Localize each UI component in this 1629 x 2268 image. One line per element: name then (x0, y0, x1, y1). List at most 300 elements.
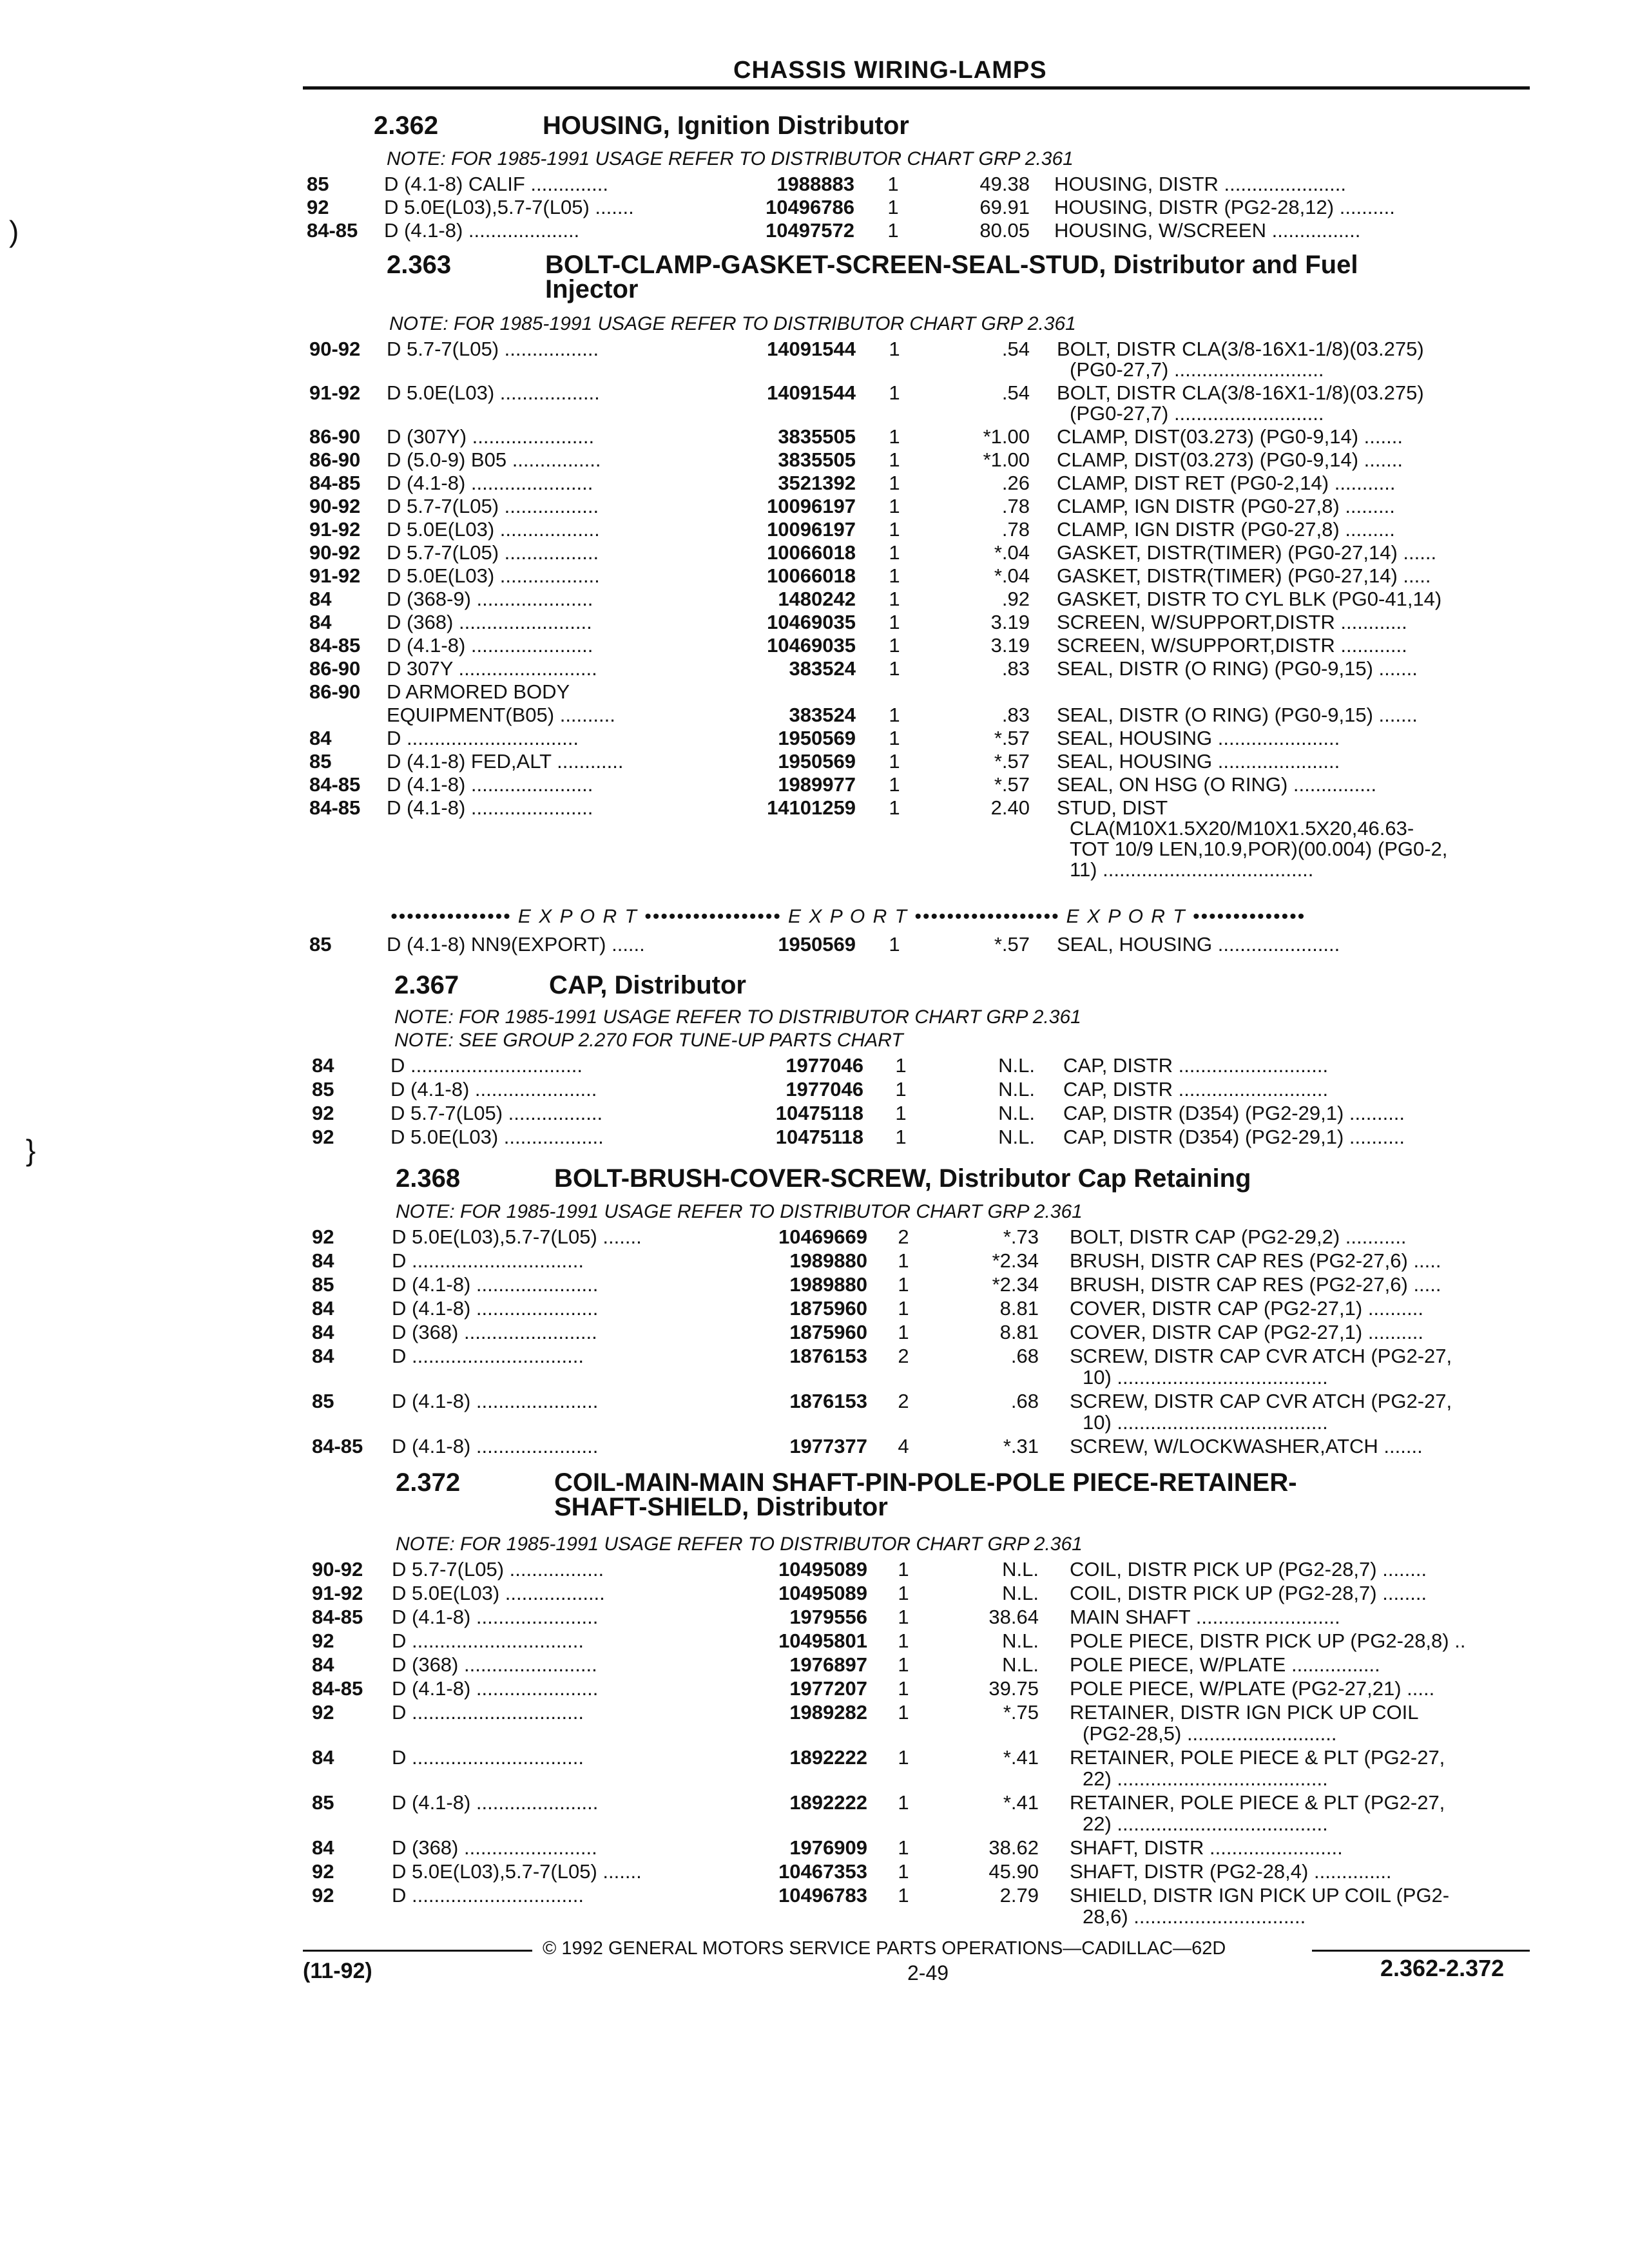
row-price: 49.38 (979, 173, 1030, 195)
section-number: 2.363 (387, 251, 452, 279)
row-year: 86-90 (309, 680, 361, 703)
row-price: *1.00 (983, 448, 1030, 471)
table-row (0, 1102, 1629, 1125)
row-description: SHAFT, DISTR ........................ (1070, 1836, 1343, 1859)
row-price: .78 (1001, 518, 1030, 541)
row-year: 84 (312, 1653, 334, 1676)
margin-mark-paren: ) (9, 215, 19, 248)
row-part-number: 1989282 (789, 1701, 867, 1724)
row-description: SEAL, DISTR (O RING) (PG0-9,15) ....... (1057, 657, 1418, 680)
row-year: 85 (309, 933, 332, 956)
row-part-number: 10096197 (767, 495, 856, 517)
row-description: MAIN SHAFT .......................... (1070, 1606, 1340, 1628)
row-part-number: 1977046 (786, 1054, 863, 1077)
row-description: GASKET, DISTR(TIMER) (PG0-27,14) ...... (1057, 541, 1437, 564)
row-description: SCREEN, W/SUPPORT,DISTR ............ (1057, 611, 1407, 633)
row-part-number: 10475118 (775, 1102, 863, 1124)
section-title: HOUSING, Ignition Distributor (543, 111, 909, 140)
table-row (0, 1860, 1629, 1883)
row-quantity: 2 (898, 1390, 909, 1412)
row-description: CAP, DISTR ........................... (1063, 1078, 1329, 1100)
row-price: 3.19 (990, 611, 1030, 633)
table-row (0, 796, 1629, 820)
row-description: BRUSH, DISTR CAP RES (PG2-27,6) ..... (1070, 1273, 1441, 1296)
table-row (0, 1606, 1629, 1629)
row-year: 84 (312, 1345, 334, 1367)
row-year: 85 (312, 1078, 334, 1100)
table-row (0, 1653, 1629, 1677)
section-title: CAP, Distributor (549, 971, 746, 999)
row-price: 2.79 (999, 1884, 1039, 1907)
table-row (0, 611, 1629, 634)
table-row (0, 1297, 1629, 1320)
row-quantity: 1 (889, 472, 900, 494)
row-model: D (4.1-8) ...................... (390, 1078, 597, 1100)
row-quantity: 1 (889, 773, 900, 796)
row-part-number: 10495089 (778, 1582, 867, 1604)
row-model: D 5.7-7(L05) ................. (387, 338, 599, 360)
row-description: BOLT, DISTR CAP (PG2-29,2) ........... (1070, 1225, 1407, 1248)
row-part-number: 1977207 (789, 1677, 867, 1700)
row-year: 84 (312, 1836, 334, 1859)
row-model: D ............................... (392, 1629, 584, 1652)
row-year: 92 (312, 1884, 334, 1907)
row-quantity: 1 (895, 1102, 907, 1124)
row-description: COIL, DISTR PICK UP (PG2-28,7) ........ (1070, 1582, 1427, 1604)
row-year: 84 (312, 1746, 334, 1769)
row-price: *2.34 (992, 1273, 1039, 1296)
row-model: D (4.1-8) ...................... (392, 1390, 599, 1412)
row-model: D (368) ........................ (387, 611, 592, 633)
row-model: D ARMORED BODY (387, 680, 570, 703)
row-year: 92 (307, 196, 329, 218)
row-price: .83 (1001, 704, 1030, 726)
section-title-continued: SHAFT-SHIELD, Distributor (554, 1493, 888, 1521)
row-price: N.L. (998, 1078, 1035, 1100)
row-description: CLAMP, IGN DISTR (PG0-27,8) ......... (1057, 495, 1395, 517)
row-part-number: 1976897 (789, 1653, 867, 1676)
row-quantity: 1 (887, 173, 899, 195)
row-year: 92 (312, 1225, 334, 1248)
row-quantity: 1 (889, 541, 900, 564)
table-row (0, 472, 1629, 495)
table-row (0, 727, 1629, 750)
row-model: D 5.0E(L03) .................. (387, 518, 600, 541)
row-year: 84 (309, 727, 332, 749)
table-row (0, 1225, 1629, 1249)
row-model: D 5.7-7(L05) ................. (390, 1102, 603, 1124)
table-row (0, 1078, 1629, 1101)
row-model: D (368) ........................ (392, 1653, 597, 1676)
row-quantity: 1 (887, 196, 899, 218)
row-description-continued: 10) ...................................... (1083, 1411, 1328, 1434)
row-description: SCREW, DISTR CAP CVR ATCH (PG2-27, (1070, 1345, 1452, 1367)
row-year: 86-90 (309, 657, 361, 680)
table-row (0, 564, 1629, 588)
row-model: D (4.1-8) ...................... (392, 1297, 599, 1320)
row-model: D 307Y ......................... (387, 657, 597, 680)
row-part-number: 10469035 (767, 611, 856, 633)
row-price: 69.91 (979, 196, 1030, 218)
table-row (0, 1321, 1629, 1344)
row-model: D 5.0E(L03),5.7-7(L05) ....... (384, 196, 634, 218)
row-description: HOUSING, DISTR ...................... (1054, 173, 1346, 195)
row-price: 39.75 (988, 1677, 1039, 1700)
row-quantity: 2 (898, 1345, 909, 1367)
section-note: NOTE: FOR 1985-1991 USAGE REFER TO DISTRIBUTOR CHART GRP 2.361 (394, 1006, 1081, 1028)
row-year: 92 (312, 1126, 334, 1148)
row-quantity: 1 (898, 1746, 909, 1769)
row-description: CLAMP, DIST(03.273) (PG0-9,14) ....... (1057, 425, 1403, 448)
row-description: BOLT, DISTR CLA(3/8-16X1-1/8)(03.275) (1057, 381, 1424, 404)
section-note: NOTE: FOR 1985-1991 USAGE REFER TO DISTRIBUTOR CHART GRP 2.361 (387, 148, 1074, 169)
row-year: 84 (312, 1249, 334, 1272)
row-quantity: 1 (889, 338, 900, 360)
row-year: 84-85 (312, 1606, 363, 1628)
table-row (0, 1836, 1629, 1860)
page-title: CHASSIS WIRING-LAMPS (733, 57, 1047, 84)
row-part-number: 1989880 (789, 1249, 867, 1272)
section-number: 2.372 (396, 1468, 461, 1497)
row-part-number: 383524 (789, 657, 856, 680)
row-price: *.57 (994, 933, 1030, 956)
row-model: D (368) ........................ (392, 1321, 597, 1343)
row-description: COVER, DISTR CAP (PG2-27,1) .......... (1070, 1321, 1423, 1343)
row-description: SCREW, DISTR CAP CVR ATCH (PG2-27, (1070, 1390, 1452, 1412)
row-part-number: 3835505 (778, 425, 856, 448)
row-description: SEAL, ON HSG (O RING) ............... (1057, 773, 1377, 796)
section-number: 2.368 (396, 1164, 461, 1193)
row-quantity: 1 (898, 1884, 909, 1907)
row-year: 84 (309, 588, 332, 610)
row-quantity: 1 (889, 727, 900, 749)
row-quantity: 1 (898, 1860, 909, 1883)
row-model: D ............................... (392, 1345, 584, 1367)
row-quantity: 1 (898, 1791, 909, 1814)
section-number: 2.362 (374, 111, 439, 140)
row-year: 92 (312, 1701, 334, 1724)
row-price: *.04 (994, 564, 1030, 587)
export-divider: ••••••••••••••• E X P O R T ••••••••••••••••• E X P O R T •••••••••••••••••• E X P O R T •••••••••••••• (390, 906, 1306, 927)
table-row (0, 1390, 1629, 1413)
row-year: 84-85 (309, 472, 361, 494)
row-price: N.L. (1002, 1582, 1039, 1604)
row-year: 91-92 (309, 381, 361, 404)
row-year: 84-85 (312, 1435, 363, 1457)
table-row (0, 704, 1629, 727)
row-model: D (368) ........................ (392, 1836, 597, 1859)
row-part-number: 10496786 (766, 196, 854, 218)
row-description: STUD, DIST (1057, 796, 1168, 819)
row-quantity: 1 (898, 1653, 909, 1676)
row-year: 84-85 (309, 634, 361, 657)
row-part-number: 10495801 (778, 1629, 867, 1652)
row-model: D (4.1-8) FED,ALT ............ (387, 750, 624, 773)
row-price: 38.64 (988, 1606, 1039, 1628)
row-part-number: 1979556 (789, 1606, 867, 1628)
row-price: *.73 (1003, 1225, 1039, 1248)
footer-group-range: 2.362-2.372 (1380, 1955, 1505, 1981)
row-year: 91-92 (309, 518, 361, 541)
table-row (0, 495, 1629, 518)
row-part-number: 10469035 (767, 634, 856, 657)
section-note: NOTE: FOR 1985-1991 USAGE REFER TO DISTRIBUTOR CHART GRP 2.361 (389, 313, 1076, 334)
row-price: .54 (1001, 338, 1030, 360)
row-description: POLE PIECE, DISTR PICK UP (PG2-28,8) .. (1070, 1629, 1466, 1652)
row-quantity: 1 (889, 425, 900, 448)
row-part-number: 10066018 (767, 564, 856, 587)
section-note: NOTE: FOR 1985-1991 USAGE REFER TO DISTRIBUTOR CHART GRP 2.361 (396, 1533, 1083, 1555)
table-row (0, 750, 1629, 773)
row-price: *.57 (994, 773, 1030, 796)
row-description: CAP, DISTR (D354) (PG2-29,1) .......... (1063, 1102, 1405, 1124)
header-rule (303, 86, 1530, 90)
row-price: *2.34 (992, 1249, 1039, 1272)
row-price: .92 (1001, 588, 1030, 610)
row-price: N.L. (1002, 1653, 1039, 1676)
table-row (0, 680, 1629, 704)
row-model: D (4.1-8) ...................... (387, 796, 593, 819)
row-model: D 5.0E(L03),5.7-7(L05) ....... (392, 1225, 642, 1248)
row-description: RETAINER, POLE PIECE & PLT (PG2-27, (1070, 1791, 1445, 1814)
row-description-continued: 10) ...................................... (1083, 1366, 1328, 1389)
row-price: *.41 (1003, 1791, 1039, 1814)
row-price: *.57 (994, 750, 1030, 773)
row-model: D (4.1-8) .................... (384, 219, 580, 242)
row-description: SEAL, HOUSING ...................... (1057, 933, 1340, 956)
row-description-continued: (PG0-27,7) ........................... (1070, 358, 1324, 381)
row-description-continued: TOT 10/9 LEN,10.9,POR)(00.004) (PG0-2, (1070, 838, 1448, 860)
row-year: 90-92 (309, 338, 361, 360)
row-quantity: 1 (898, 1701, 909, 1724)
table-row (0, 1701, 1629, 1724)
row-part-number: 1892222 (789, 1746, 867, 1769)
row-price: N.L. (998, 1126, 1035, 1148)
row-description: POLE PIECE, W/PLATE ................ (1070, 1653, 1380, 1676)
row-model: D (4.1-8) ...................... (387, 773, 593, 796)
row-description-continued: 22) ...................................... (1083, 1767, 1328, 1790)
row-year: 84 (312, 1297, 334, 1320)
row-description: SCREEN, W/SUPPORT,DISTR ............ (1057, 634, 1407, 657)
row-description-continued: (PG2-28,5) ........................... (1083, 1722, 1337, 1745)
row-quantity: 1 (895, 1126, 907, 1148)
row-price: 45.90 (988, 1860, 1039, 1883)
row-part-number: 1876153 (789, 1345, 867, 1367)
table-row (0, 1054, 1629, 1077)
row-quantity: 1 (898, 1273, 909, 1296)
row-description: SEAL, HOUSING ...................... (1057, 727, 1340, 749)
table-row (0, 1273, 1629, 1296)
row-year: 84-85 (307, 219, 358, 242)
row-part-number: 10066018 (767, 541, 856, 564)
table-row (0, 1345, 1629, 1368)
row-description: CAP, DISTR ........................... (1063, 1054, 1329, 1077)
row-part-number: 10096197 (767, 518, 856, 541)
table-row (0, 196, 1629, 219)
footer-rule-right (1312, 1950, 1530, 1952)
row-price: *.41 (1003, 1746, 1039, 1769)
table-row (0, 1126, 1629, 1149)
row-part-number: 3521392 (778, 472, 856, 494)
row-part-number: 14091544 (767, 338, 856, 360)
row-model: D (4.1-8) ...................... (392, 1606, 599, 1628)
row-year: 91-92 (309, 564, 361, 587)
row-model: D (4.1-8) ...................... (387, 634, 593, 657)
row-description-continued: 22) ...................................... (1083, 1812, 1328, 1835)
row-description: SHIELD, DISTR IGN PICK UP COIL (PG2- (1070, 1884, 1450, 1907)
row-year: 84-85 (309, 796, 361, 819)
row-quantity: 1 (898, 1629, 909, 1652)
row-model: D (5.0-9) B05 ................ (387, 448, 601, 471)
row-price: 8.81 (999, 1297, 1039, 1320)
row-quantity: 1 (889, 657, 900, 680)
row-model: D ............................... (392, 1746, 584, 1769)
row-model: D 5.0E(L03) .................. (387, 381, 600, 404)
row-price: .54 (1001, 381, 1030, 404)
row-year: 86-90 (309, 448, 361, 471)
row-price: 38.62 (988, 1836, 1039, 1859)
row-quantity: 1 (898, 1321, 909, 1343)
row-model: D (4.1-8) ...................... (392, 1677, 599, 1700)
row-model: D 5.0E(L03) .................. (392, 1582, 605, 1604)
table-row (0, 219, 1629, 242)
row-year: 90-92 (309, 495, 361, 517)
row-part-number: 1950569 (778, 727, 856, 749)
table-row (0, 773, 1629, 796)
row-part-number: 14091544 (767, 381, 856, 404)
row-quantity: 1 (887, 219, 899, 242)
row-description: RETAINER, DISTR IGN PICK UP COIL (1070, 1701, 1419, 1724)
footer-date: (11-92) (303, 1959, 372, 1983)
row-model: D 5.0E(L03) .................. (387, 564, 600, 587)
row-price: .68 (1010, 1390, 1039, 1412)
row-part-number: 1875960 (789, 1321, 867, 1343)
row-quantity: 1 (889, 495, 900, 517)
row-year: 84 (312, 1054, 334, 1077)
row-part-number: 1989880 (789, 1273, 867, 1296)
row-quantity: 1 (889, 564, 900, 587)
row-quantity: 1 (898, 1249, 909, 1272)
row-model: D 5.7-7(L05) ................. (387, 541, 599, 564)
row-part-number: 1950569 (778, 933, 856, 956)
section-note: NOTE: SEE GROUP 2.270 FOR TUNE-UP PARTS CHART (394, 1030, 903, 1051)
row-quantity: 1 (889, 518, 900, 541)
row-description: COVER, DISTR CAP (PG2-27,1) .......... (1070, 1297, 1423, 1320)
row-year: 85 (312, 1273, 334, 1296)
row-part-number: 3835505 (778, 448, 856, 471)
row-description: SEAL, HOUSING ...................... (1057, 750, 1340, 773)
row-quantity: 1 (895, 1054, 907, 1077)
row-description: RETAINER, POLE PIECE & PLT (PG2-27, (1070, 1746, 1445, 1769)
row-price: 3.19 (990, 634, 1030, 657)
row-year: 92 (312, 1629, 334, 1652)
row-year: 86-90 (309, 425, 361, 448)
row-quantity: 1 (889, 448, 900, 471)
table-row (0, 1558, 1629, 1581)
row-quantity: 1 (889, 611, 900, 633)
row-model: D (4.1-8) ...................... (392, 1435, 599, 1457)
row-year: 90-92 (309, 541, 361, 564)
row-quantity: 1 (889, 588, 900, 610)
section-title: COIL-MAIN-MAIN SHAFT-PIN-POLE-POLE PIECE-RETAINER- (554, 1468, 1297, 1497)
table-row (0, 1884, 1629, 1907)
table-row (0, 1629, 1629, 1653)
row-description: GASKET, DISTR TO CYL BLK (PG0-41,14) (1057, 588, 1442, 610)
table-row (0, 1435, 1629, 1458)
row-model: D 5.7-7(L05) ................. (387, 495, 599, 517)
table-row (0, 173, 1629, 196)
row-description: HOUSING, DISTR (PG2-28,12) .......... (1054, 196, 1395, 218)
row-model: D (368-9) ..................... (387, 588, 593, 610)
row-description-continued: (PG0-27,7) ........................... (1070, 402, 1324, 425)
row-model: D ............................... (392, 1884, 584, 1907)
table-row (0, 518, 1629, 541)
row-price: .83 (1001, 657, 1030, 680)
row-year: 85 (307, 173, 329, 195)
footer-rule-left (303, 1950, 532, 1952)
row-year: 84-85 (309, 773, 361, 796)
table-row (0, 338, 1629, 361)
row-part-number: 1875960 (789, 1297, 867, 1320)
footer-copyright: © 1992 GENERAL MOTORS SERVICE PARTS OPERATIONS—CADILLAC—62D (543, 1938, 1226, 1959)
row-year: 92 (312, 1860, 334, 1883)
row-description: POLE PIECE, W/PLATE (PG2-27,21) ..... (1070, 1677, 1435, 1700)
row-description-continued: 28,6) ............................... (1083, 1905, 1306, 1928)
row-description: BOLT, DISTR CLA(3/8-16X1-1/8)(03.275) (1057, 338, 1424, 360)
row-quantity: 1 (889, 750, 900, 773)
row-model: D ............................... (387, 727, 579, 749)
row-description: BRUSH, DISTR CAP RES (PG2-27,6) ..... (1070, 1249, 1441, 1272)
table-row (0, 1249, 1629, 1273)
table-row (0, 425, 1629, 448)
row-description: CLAMP, IGN DISTR (PG0-27,8) ......... (1057, 518, 1395, 541)
row-price: *.04 (994, 541, 1030, 564)
row-quantity: 4 (898, 1435, 909, 1457)
row-part-number: 10497572 (766, 219, 854, 242)
row-description: CLAMP, DIST RET (PG0-2,14) ........... (1057, 472, 1396, 494)
table-row (0, 634, 1629, 657)
margin-mark-brace: } (26, 1133, 36, 1167)
row-part-number: 10469669 (778, 1225, 867, 1248)
row-price: .68 (1010, 1345, 1039, 1367)
row-quantity: 1 (889, 933, 900, 956)
table-row (0, 1746, 1629, 1769)
row-description: SHAFT, DISTR (PG2-28,4) .............. (1070, 1860, 1392, 1883)
row-model: D (4.1-8) NN9(EXPORT) ...... (387, 933, 645, 956)
table-row (0, 588, 1629, 611)
row-part-number: 10467353 (778, 1860, 867, 1883)
row-quantity: 2 (898, 1225, 909, 1248)
row-model: D 5.7-7(L05) ................. (392, 1558, 604, 1581)
row-year: 84 (312, 1321, 334, 1343)
row-description: CAP, DISTR (D354) (PG2-29,1) .......... (1063, 1126, 1405, 1148)
row-part-number: 1876153 (789, 1390, 867, 1412)
row-year: 92 (312, 1102, 334, 1124)
row-model: D ............................... (392, 1249, 584, 1272)
row-quantity: 1 (889, 381, 900, 404)
row-model: D (4.1-8) ...................... (387, 472, 593, 494)
row-quantity: 1 (889, 796, 900, 819)
row-part-number: 10496783 (778, 1884, 867, 1907)
row-model: D (4.1-8) ...................... (392, 1791, 599, 1814)
row-description: GASKET, DISTR(TIMER) (PG0-27,14) ..... (1057, 564, 1431, 587)
table-row (0, 448, 1629, 472)
row-price: *.75 (1003, 1701, 1039, 1724)
row-part-number: 1977377 (789, 1435, 867, 1457)
row-model: D 5.0E(L03) .................. (390, 1126, 604, 1148)
row-part-number: 1988883 (776, 173, 854, 195)
row-quantity: 1 (898, 1606, 909, 1628)
